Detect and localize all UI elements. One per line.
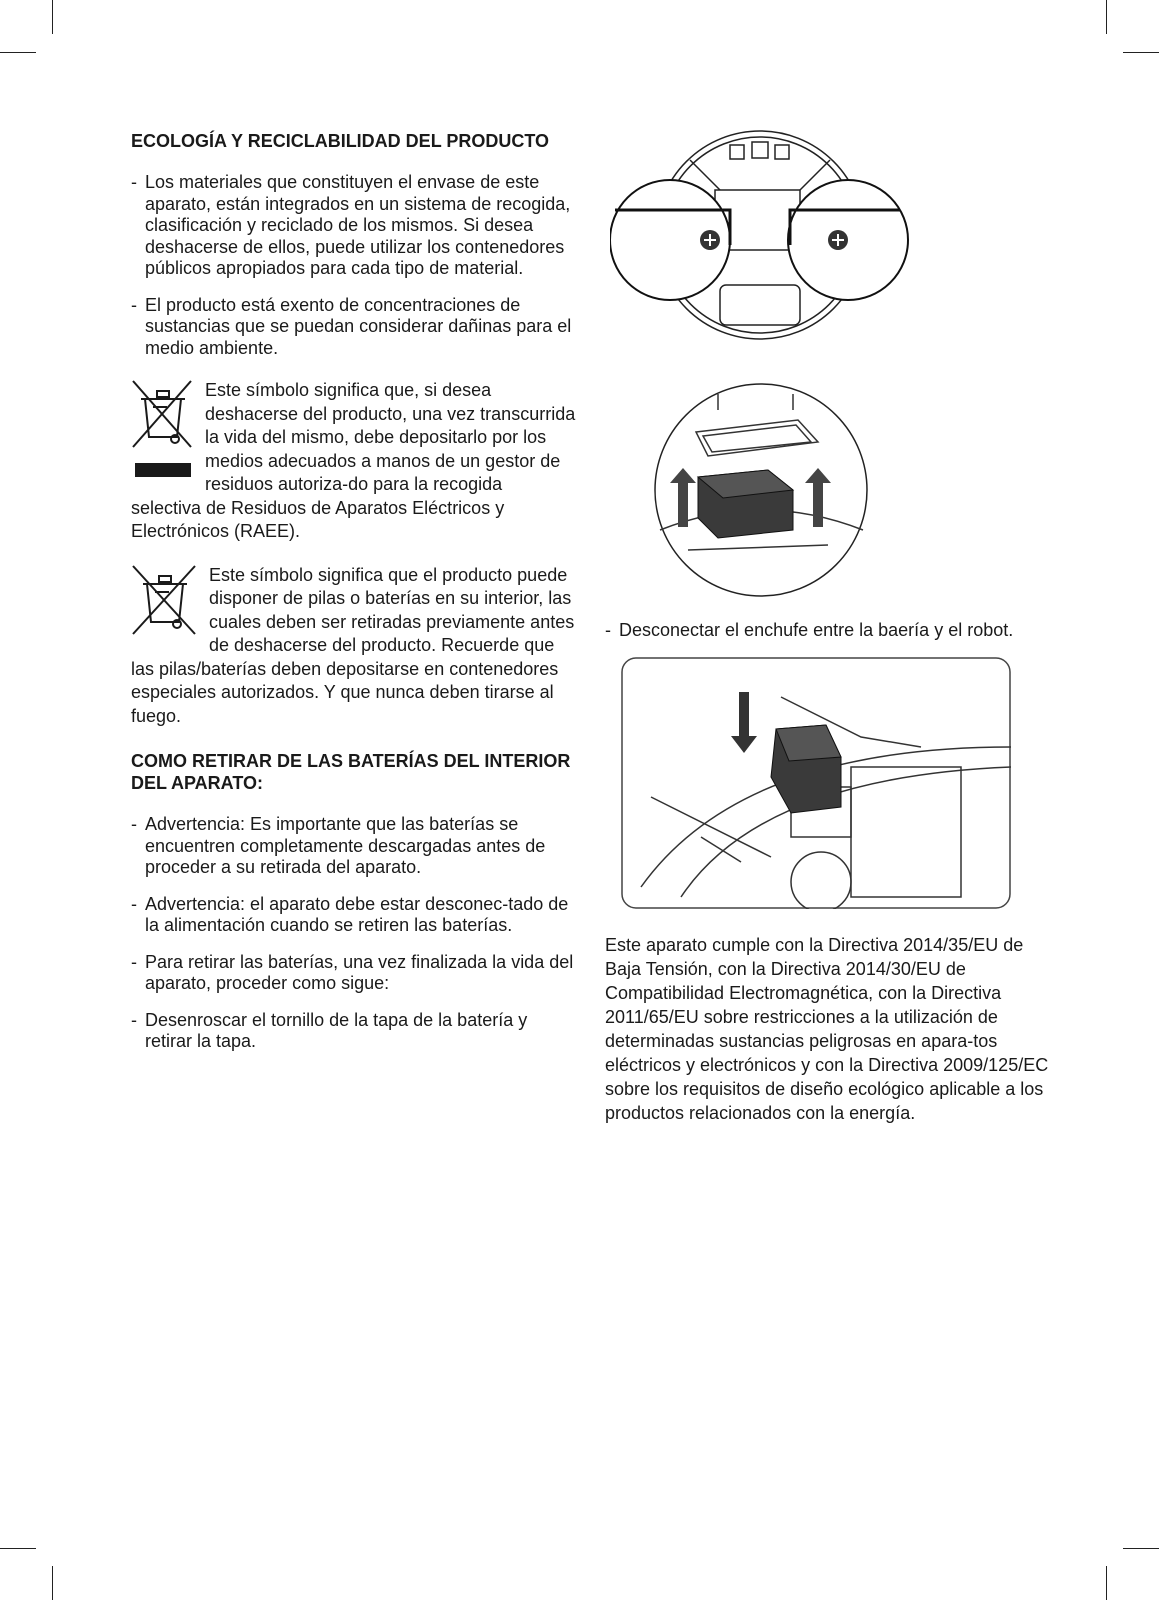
weee-product-notice: Este símbolo significa que, si desea deshacerse del producto, una vez transcurrida la vida del mismo, debe depositarlo por los medios adecuados a manos de un gestor de residuos autoriza-do para la recogida selectiva de Residuos de Aparatos Eléctricos y Electrónicos (RAEE). [131, 380, 576, 541]
crop-mark [0, 1548, 36, 1549]
weee-battery-notice: Este símbolo significa que el producto puede disponer de pilas o baterías en su interior, las cuales deben ser retiradas previamente antes de deshacerse del producto. Recuerde que las pilas/baterías deben depositarse en contenedores especiales autorizados. Y que nunca deben tirarse al fuego. [131, 564, 575, 726]
list-item: - Desconectar el enchufe entre la baería y el robot. [605, 620, 1014, 640]
crossed-bin-icon [131, 564, 199, 643]
crop-mark [1123, 1548, 1159, 1549]
crop-mark [0, 52, 36, 53]
section-title-ecology: ECOLOGÍA Y RECICLABILIDAD DEL PRODUCTO [131, 131, 550, 151]
crop-mark [1106, 1566, 1107, 1600]
left-column [131, 130, 577, 1068]
crossed-bin-icon [131, 379, 195, 490]
section-title-battery-removal: COMO RETIRAR DE LAS BATERÍAS DEL INTERIOR DEL APARATO: [131, 751, 571, 793]
list-item: - Para retirar las baterías, una vez finalizada la vida del aparato, proceder como sigue: [131, 951, 574, 993]
crop-mark [1123, 52, 1159, 53]
list-item: - Los materiales que constituyen el envase de este aparato, están integrados en un sistema de recogida, clasificación y reciclado de los mismos. Si desea deshacerse de ellos, puede utilizar los contenedores públicos apropiados para cada tipo de material. [131, 172, 571, 278]
list-item: - Advertencia: Es importante que las baterías se encuentren completamente descargadas antes de proceder a su retirada del aparato. [131, 814, 546, 877]
crop-mark [1106, 0, 1107, 34]
crop-mark [52, 1566, 53, 1600]
directive-compliance-text: Este aparato cumple con la Directiva 2014/35/EU de Baja Tensión, con la Directiva 2014/30/EU de Compatibilidad Electromagnética, con la Directiva 2011/65/EU sobre restricciones a la utilización de determinadas sustancias peligrosas en apara-tos eléctricos y electrónicos y con la Directiva 2009/125/EC sobre los requisitos de diseño ecológico aplicable a los productos relacionados con la energía. [605, 934, 1049, 1123]
robot-underside-screws-illustration [610, 130, 910, 352]
list-item: - El producto está exento de concentraciones de sustancias que se puedan considerar dañinas para el medio ambiente. [131, 294, 572, 358]
battery-connector-illustration [621, 657, 1011, 909]
list-item: - Advertencia: el aparato debe estar desconec-tado de la alimentación cuando se retiren las baterías. [131, 893, 569, 935]
crop-mark [52, 0, 53, 34]
battery-lift-illustration [648, 380, 878, 600]
right-column [605, 130, 1055, 1125]
list-item: - Desenroscar el tornillo de la tapa de la batería y retirar la tapa. [131, 1009, 528, 1051]
